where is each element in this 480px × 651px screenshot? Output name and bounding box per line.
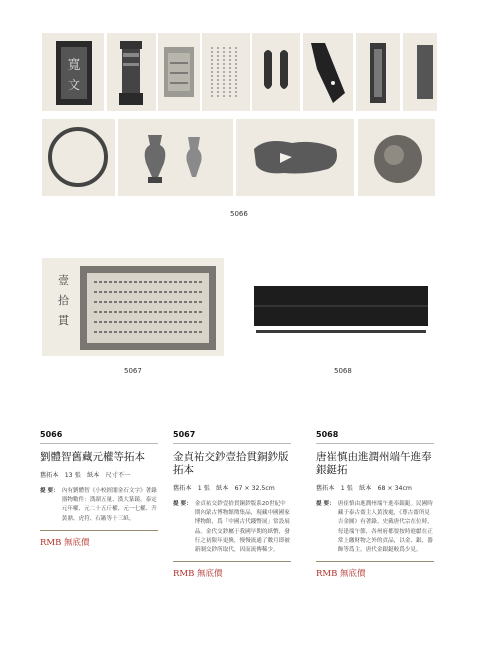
rubbing-ring-mirror [42, 119, 115, 196]
lot-5068 [316, 430, 434, 579]
lot-note [173, 500, 291, 555]
lot-caption-5067: 5067 [124, 367, 142, 375]
lot-caption-5068: 5068 [334, 367, 352, 375]
rubbing-inscription-panel [158, 33, 200, 111]
lot-note [40, 487, 158, 524]
svg-text:貫: 貫 [58, 314, 69, 327]
divider [316, 443, 434, 444]
divider [40, 530, 158, 531]
lot-title: 劉體智舊藏元權等拓本 [40, 451, 145, 463]
svg-text:壹: 壹 [58, 274, 69, 287]
svg-text:拾: 拾 [58, 294, 69, 307]
lot-number: 5066 [40, 430, 63, 439]
lot-spec: 舊拓本 1 張 紙本 68 × 34cm [316, 485, 412, 492]
svg-text:寬: 寬 [67, 58, 81, 73]
divider [316, 561, 434, 562]
divider [40, 443, 158, 444]
rubbing-blade [303, 33, 353, 111]
rubbing-tiger-tally [236, 119, 354, 196]
note-text: 內有劉體智《小校經閣金石文字》著錄器物數件：漢湖五量、漢大篆鏡、泰定元年權、元二十五斤權、元一七權、升黃鼎、虎符、石鏃等十三紙。 [61, 488, 157, 522]
lot-number: 5067 [173, 430, 196, 439]
lot-caption-5066: 5066 [230, 210, 248, 218]
rubbing-vessels-pair [118, 119, 233, 196]
note-label: 提 要： [173, 501, 192, 507]
rubbing-paper-note [42, 258, 224, 356]
rubbing-round-fragment [358, 119, 435, 196]
note-text: 金貞祐交鈔壹拾貫銅鈔版系20世紀中期內蒙古博物館徵集品，現藏中國國家博物館，爲「中國古代錢幣展」常設展品。金代交鈔屬于我國早期的紙幣，發行之初限年更換，慢慢流通了數月即被新制交鈔所取代，因而流傳稀少。 [194, 501, 290, 554]
rubbing-text-sheet [202, 33, 250, 111]
rubbing-seal-block [42, 33, 104, 111]
svg-text:文: 文 [67, 78, 81, 92]
lot-spec: 舊拓本 13 張 紙本 尺寸不一 [40, 472, 131, 479]
rubbing-silver-ingot [248, 276, 434, 342]
rubbing-tiger-tally-pair [252, 33, 300, 111]
lot-number: 5068 [316, 430, 339, 439]
lot-price: RMB 無底價 [316, 569, 366, 580]
lot-5067 [173, 430, 291, 579]
rubbing-weight-cylinder [107, 33, 156, 111]
rubbing-coin-edge [403, 33, 437, 111]
divider [173, 443, 291, 444]
lot-title: 唐崔慎由進潤州端午進奉銀鋌拓 [316, 451, 432, 476]
rubbing-vertical-ruler [356, 33, 400, 111]
divider [173, 561, 291, 562]
note-label: 提 要： [40, 488, 59, 494]
note-label: 提 要： [316, 501, 335, 507]
lot-price: RMB 無底價 [173, 569, 223, 580]
lot-price: RMB 無底價 [40, 537, 90, 548]
note-text: 唐崔慎由進潤州端午進奉銀鋌。民國時藏于泰古齋主人黃浚處，《尊古齋所見吉金圖》有著錄。史載唐代宗在位時，每逢端午節，各州府都要按時進獻在正常上繳財物之外的貢品，以金、銀、器飾等爲主，唐代金銀鋌較爲少見。 [337, 501, 433, 554]
lot-5066 [40, 430, 158, 548]
lot-title: 金貞祐交鈔壹拾貫銅鈔版拓本 [173, 451, 289, 476]
lot-note [316, 500, 434, 555]
lot-spec: 舊拓本 1 張 紙本 67 × 32.5cm [173, 485, 275, 492]
